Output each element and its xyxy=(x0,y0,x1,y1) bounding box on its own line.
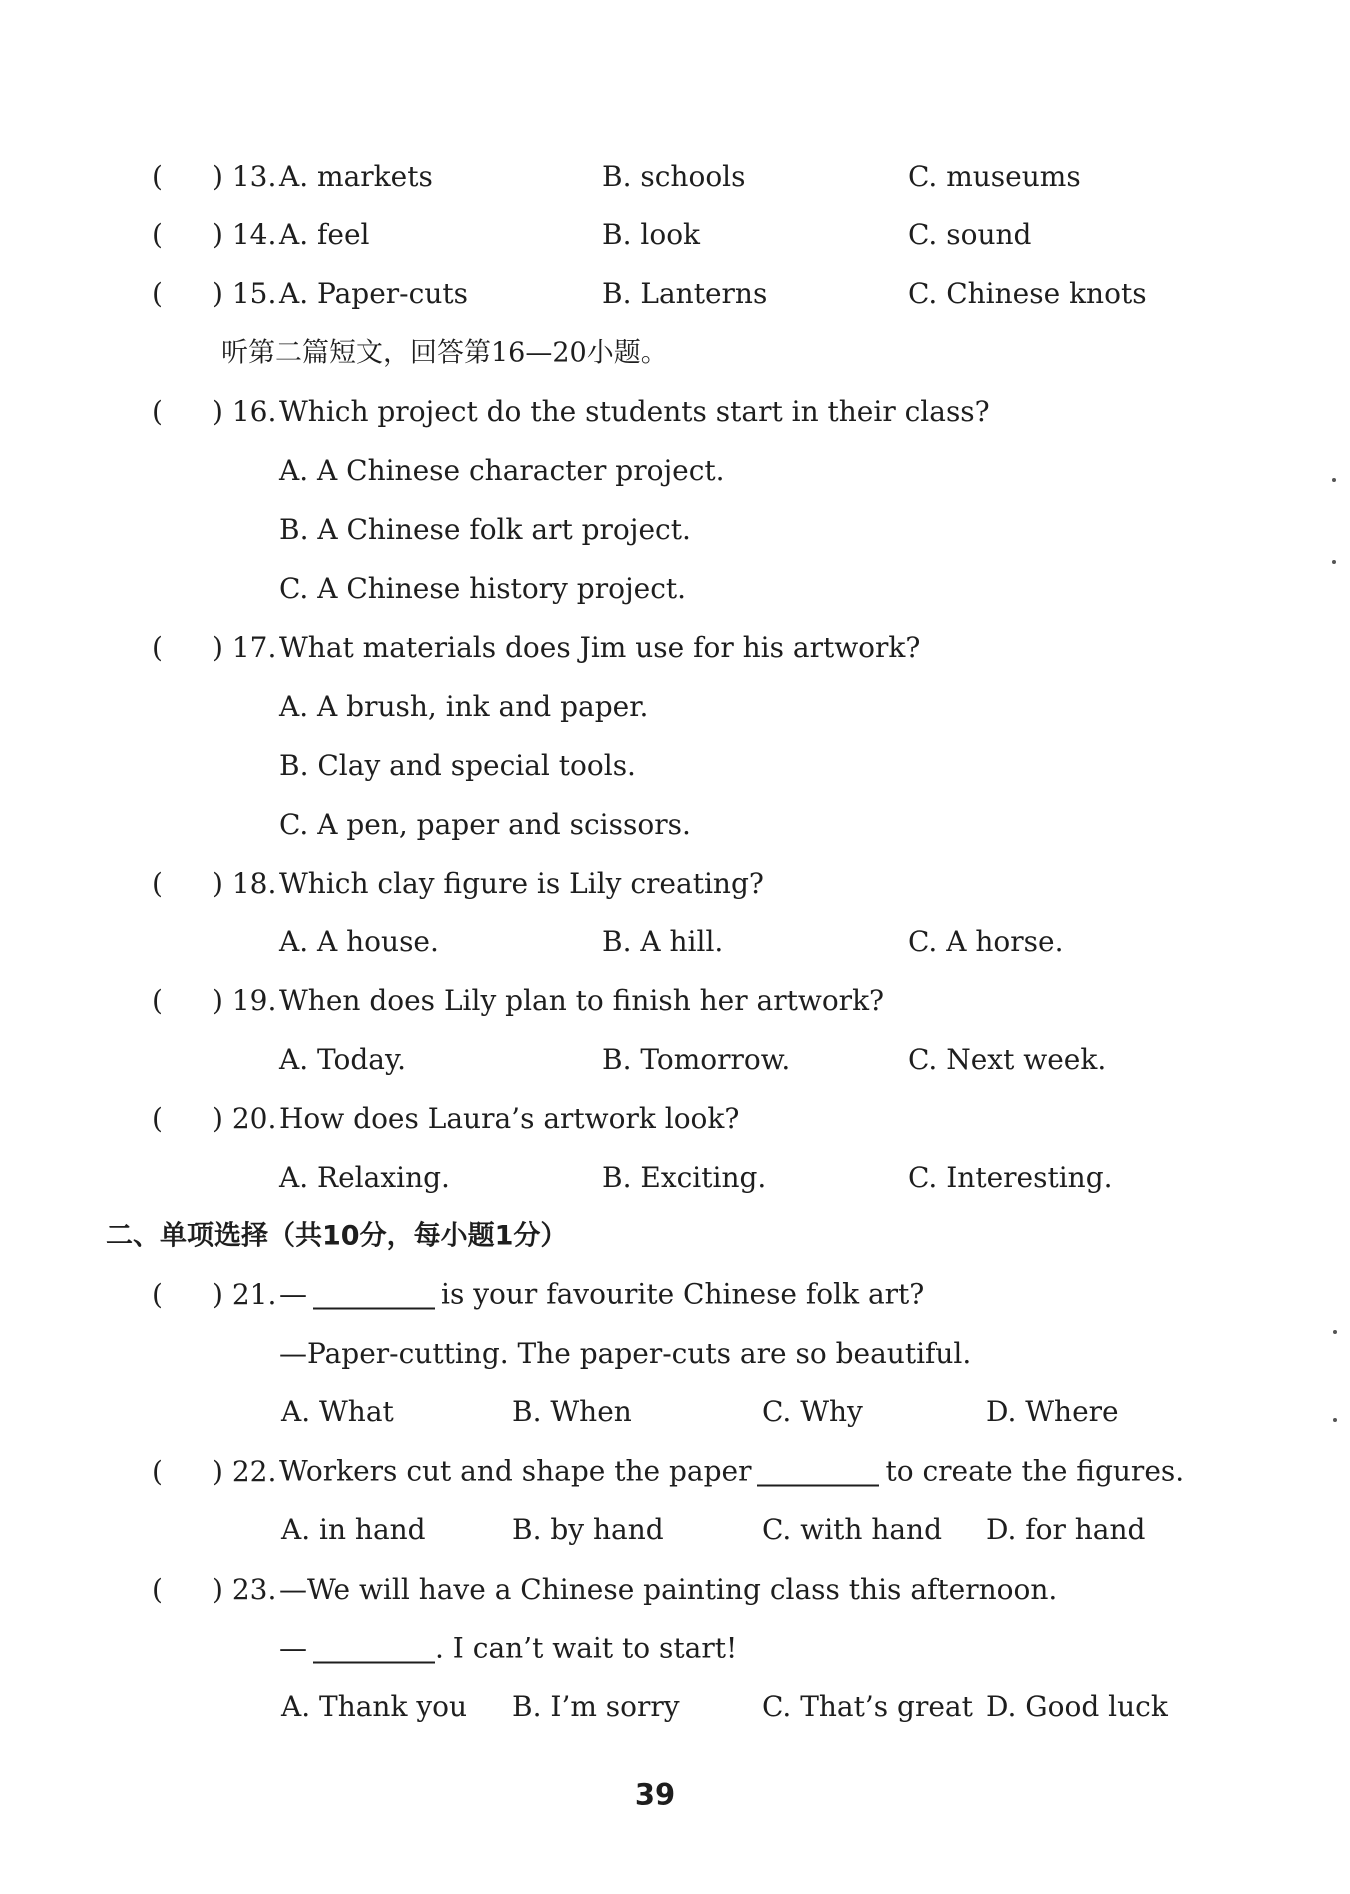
q16-option-c: C. A Chinese history project. xyxy=(279,572,687,605)
q15-option-c: C. Chinese knots xyxy=(908,277,1147,310)
q23-option-d: D. Good luck xyxy=(986,1690,1168,1723)
q19-option-a: A. Today. xyxy=(279,1043,406,1076)
scan-speck xyxy=(1333,1418,1337,1422)
q22-stem-after: to create the figures. xyxy=(885,1454,1185,1488)
q22-number: ) 22. xyxy=(212,1455,277,1488)
q23-option-a: A. Thank you xyxy=(281,1690,468,1723)
q21-reply: —Paper-cutting. The paper-cuts are so beautiful. xyxy=(279,1337,972,1370)
q20-number: ) 20. xyxy=(212,1102,277,1135)
answer-bracket: ( xyxy=(152,395,163,428)
section2-title: 二、单项选择（共10分，每小题1分） xyxy=(106,1220,568,1252)
q20-option-c: C. Interesting. xyxy=(908,1161,1113,1194)
answer-bracket: ( xyxy=(152,1102,163,1135)
q17-option-a: A. A brush, ink and paper. xyxy=(279,690,649,723)
q22-stem-before: Workers cut and shape the paper xyxy=(279,1454,752,1488)
q19-option-c: C. Next week. xyxy=(908,1043,1107,1076)
q16-stem: Which project do the students start in their class? xyxy=(279,395,990,428)
q21-stem-text: is your favourite Chinese folk art? xyxy=(441,1277,925,1311)
scan-speck xyxy=(1333,1330,1337,1334)
answer-bracket: ( xyxy=(152,218,163,251)
q18-option-a: A. A house. xyxy=(279,925,439,958)
q20-option-b: B. Exciting. xyxy=(602,1161,767,1194)
q23-stem: —We will have a Chinese painting class this afternoon. xyxy=(279,1573,1058,1606)
q15-number: ) 15. xyxy=(212,277,277,310)
q23-reply-text: . I can’t wait to start! xyxy=(435,1631,738,1665)
q14-option-b: B. look xyxy=(602,218,701,251)
q14-option-c: C. sound xyxy=(908,218,1032,251)
passage2-instruction: 听第二篇短文，回答第16—20小题。 xyxy=(221,337,668,369)
q21-stem xyxy=(279,1277,925,1311)
q18-stem: Which clay figure is Lily creating? xyxy=(279,867,764,900)
q19-number: ) 19. xyxy=(212,984,277,1017)
answer-bracket: ( xyxy=(152,277,163,310)
q16-number: ) 16. xyxy=(212,395,277,428)
q13-option-c: C. museums xyxy=(908,160,1081,193)
q22-option-c: C. with hand xyxy=(762,1513,943,1546)
q18-option-b: B. A hill. xyxy=(602,925,724,958)
q21-option-a: A. What xyxy=(281,1395,394,1428)
q17-option-c: C. A pen, paper and scissors. xyxy=(279,808,691,841)
q20-stem: How does Laura’s artwork look? xyxy=(279,1102,740,1135)
answer-bracket: ( xyxy=(152,1455,163,1488)
q17-stem: What materials does Jim use for his artwork? xyxy=(279,631,921,664)
q13-option-a: A. markets xyxy=(279,160,433,193)
q16-option-a: A. A Chinese character project. xyxy=(279,454,725,487)
q22-option-a: A. in hand xyxy=(281,1513,426,1546)
q17-number: ) 17. xyxy=(212,631,277,664)
q14-option-a: A. feel xyxy=(279,218,370,251)
q21-option-d: D. Where xyxy=(986,1395,1119,1428)
q23-reply xyxy=(279,1631,738,1665)
answer-bracket: ( xyxy=(152,1573,163,1606)
scan-speck xyxy=(1332,478,1336,482)
q21-blank xyxy=(313,1308,435,1310)
q13-number: ) 13. xyxy=(212,160,277,193)
answer-bracket: ( xyxy=(152,160,163,193)
q23-blank xyxy=(313,1662,435,1664)
q21-number: ) 21. xyxy=(212,1278,277,1311)
answer-bracket: ( xyxy=(152,984,163,1017)
q21-option-c: C. Why xyxy=(762,1395,863,1428)
q18-number: ) 18. xyxy=(212,867,277,900)
q23-number: ) 23. xyxy=(212,1573,277,1606)
scan-speck xyxy=(1332,560,1336,564)
q19-option-b: B. Tomorrow. xyxy=(602,1043,791,1076)
q23-dash: — xyxy=(279,1631,307,1665)
q23-option-b: B. I’m sorry xyxy=(512,1690,680,1723)
q17-option-b: B. Clay and special tools. xyxy=(279,749,636,782)
q20-option-a: A. Relaxing. xyxy=(279,1161,450,1194)
q16-option-b: B. A Chinese folk art project. xyxy=(279,513,691,546)
q22-option-b: B. by hand xyxy=(512,1513,664,1546)
q14-number: ) 14. xyxy=(212,218,277,251)
q21-dash: — xyxy=(279,1277,307,1311)
q22-blank xyxy=(757,1485,879,1487)
answer-bracket: ( xyxy=(152,867,163,900)
q22-option-d: D. for hand xyxy=(986,1513,1146,1546)
q15-option-a: A. Paper-cuts xyxy=(279,277,468,310)
page-number: 39 xyxy=(634,1777,676,1812)
q19-stem: When does Lily plan to finish her artwork? xyxy=(279,984,885,1017)
q23-option-c: C. That’s great xyxy=(762,1690,973,1723)
q13-option-b: B. schools xyxy=(602,160,746,193)
answer-bracket: ( xyxy=(152,1278,163,1311)
q21-option-b: B. When xyxy=(512,1395,632,1428)
q22-stem xyxy=(279,1454,1185,1488)
q18-option-c: C. A horse. xyxy=(908,925,1064,958)
answer-bracket: ( xyxy=(152,631,163,664)
q15-option-b: B. Lanterns xyxy=(602,277,768,310)
